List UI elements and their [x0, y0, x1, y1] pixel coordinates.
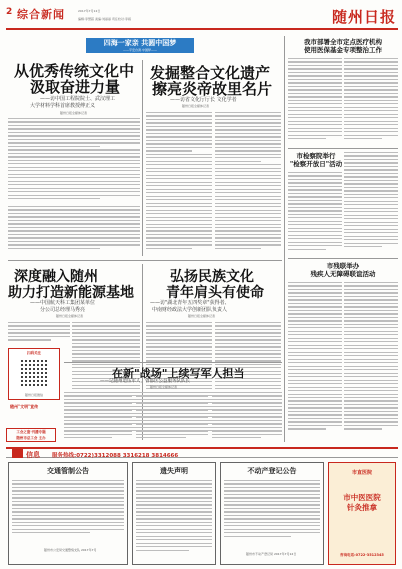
notice3-footer: 随州市不动产登记局 2017年7月12日 — [246, 552, 297, 556]
article4-subtitle-2: 中南财经政法大学创新团队负责人 — [152, 307, 228, 313]
article4-headline-2: 青年肩头有使命 — [166, 285, 264, 301]
union-box-label-1: 工会之窗·刊播专题 — [16, 430, 46, 434]
article3-body-col1 — [8, 322, 70, 346]
article5-body-col3 — [212, 392, 282, 442]
section-title: 综合新闻 — [17, 8, 65, 21]
article4-subtitle-1: ——访"湖北青年五四奖章"获得者、 — [150, 300, 230, 306]
hospital-ad-name-1: 市中医医院 — [343, 493, 381, 502]
section-rule — [8, 260, 282, 261]
hospital-ad-top: 市直医院 — [351, 470, 372, 476]
article2-body-col1 — [146, 112, 212, 256]
side3-headline-1: 市残联举办 — [326, 262, 360, 270]
side2-headline-2: "检察开放日"活动 — [289, 160, 343, 168]
article2-byline: 随州日报全媒体记者 — [182, 104, 210, 108]
article2-subtitle: ——访省文化厅厅长 文化学者 — [170, 97, 237, 103]
notice1-title: 交通管制公告 — [47, 467, 89, 475]
page-number: 2 — [6, 7, 13, 17]
theme-banner — [86, 38, 194, 53]
theme-title: 四海一家亲 共圆中国梦 — [103, 39, 177, 47]
publication-date: 2017年7月12日 — [78, 9, 101, 13]
hospital-ad-name — [329, 493, 395, 513]
newspaper-logo: 随州日报 — [331, 8, 396, 26]
article3-subtitle-1: ——中国航天科工集团某单位 — [30, 300, 96, 306]
section-rule — [64, 362, 282, 363]
side2-body-col2 — [344, 152, 398, 256]
article2-headline-2: 擦亮炎帝故里名片 — [152, 80, 273, 98]
article3-headline-2: 助力打造新能源基地 — [8, 285, 134, 301]
article5-headline: 在新"战场"上续写军人担当 — [112, 367, 245, 380]
notice2-body — [136, 480, 212, 560]
article3-subtitle-2: 分公司总经理马秀亮 — [40, 307, 86, 313]
article1-subtitle-1: ——访中国工程院院士、武汉理工 — [40, 96, 116, 102]
section-rule — [288, 258, 398, 259]
notice3-body — [224, 480, 320, 544]
article1-headline-2: 汲取奋进力量 — [30, 78, 121, 96]
article5-body-col2 — [136, 392, 208, 442]
side2-headline-1: 市检察院举行 — [296, 152, 336, 160]
side1-headline-1: 我市部署全市定点医疗机构 — [304, 38, 382, 46]
editor-credits: 编辑:李慧超 美编:刘丽丽 责任校对:李娟 — [78, 17, 131, 21]
column-rule — [284, 36, 285, 442]
qr-code-icon — [21, 358, 49, 386]
union-box — [6, 428, 56, 442]
article3-headline-1: 深度融入随州 — [14, 269, 98, 285]
article1-body-2 — [8, 206, 140, 256]
classifieds-label: 信息 — [26, 451, 40, 459]
notice1-footer: 随州市公安局交通警察支队 2017年7月 — [44, 548, 97, 552]
hospital-ad[interactable] — [328, 462, 396, 565]
article4-headline-1: 弘扬民族文化 — [170, 269, 254, 285]
article5-body-col1 — [64, 392, 132, 442]
side1-body-col2 — [344, 58, 398, 146]
article2-headline-1: 发掘整合文化遗产 — [150, 64, 271, 82]
qr-code-box[interactable] — [8, 348, 60, 400]
classifieds-bar — [6, 447, 398, 458]
article4-byline: 随州日报全媒体记者 — [188, 314, 216, 318]
article1-byline: 随州日报全媒体记者 — [60, 111, 88, 115]
notice1-body — [12, 480, 124, 540]
side3-headline-2: 残疾人无障碍联谊活动 — [310, 270, 376, 278]
article1-subtitle-2: 大学材料学科首席教授傅正义 — [30, 103, 96, 109]
side1-headline-2: 使用医保基金专项整治工作 — [304, 46, 382, 54]
theme-subtitle: ——平安台湾·中国梦—— — [123, 48, 157, 52]
hospital-ad-name-2: 针灸推拿 — [347, 503, 377, 512]
article3-byline: 随州日报全媒体记者 — [56, 314, 84, 318]
union-box-label-2: 随州市总工会 主办 — [16, 436, 46, 440]
article2-body-col2 — [215, 112, 281, 256]
qr-title: 扫码关注 — [27, 351, 41, 355]
article5-subtitle: ——记随州退伍军人、曾都区公益服务队队长 — [100, 379, 190, 384]
side3-body-col1 — [288, 282, 342, 440]
article1-headline-1: 从优秀传统文化中 — [14, 62, 135, 80]
info-icon — [12, 449, 23, 458]
hospital-ad-phone: 咨询电话:0722-3512345 — [340, 553, 384, 557]
side1-body-col1 — [288, 58, 342, 146]
notice2-title: 遗失声明 — [160, 467, 188, 475]
side3-body-col2 — [344, 282, 398, 440]
qr-caption: 随州日报微信 — [24, 393, 43, 397]
article5-byline: 随州日报全媒体记者 — [150, 385, 178, 389]
article1-body — [8, 118, 140, 204]
classifieds-phone: 服务热线:0722)3312088 3316218 3814666 — [52, 453, 179, 459]
notice3-title: 不动产登记公告 — [247, 467, 297, 475]
side2-body-col1 — [288, 172, 342, 256]
column-rule — [142, 60, 143, 256]
promo-title: 随州"文明"宣传 — [10, 404, 39, 409]
section-rule — [288, 148, 398, 149]
masthead — [6, 4, 398, 30]
